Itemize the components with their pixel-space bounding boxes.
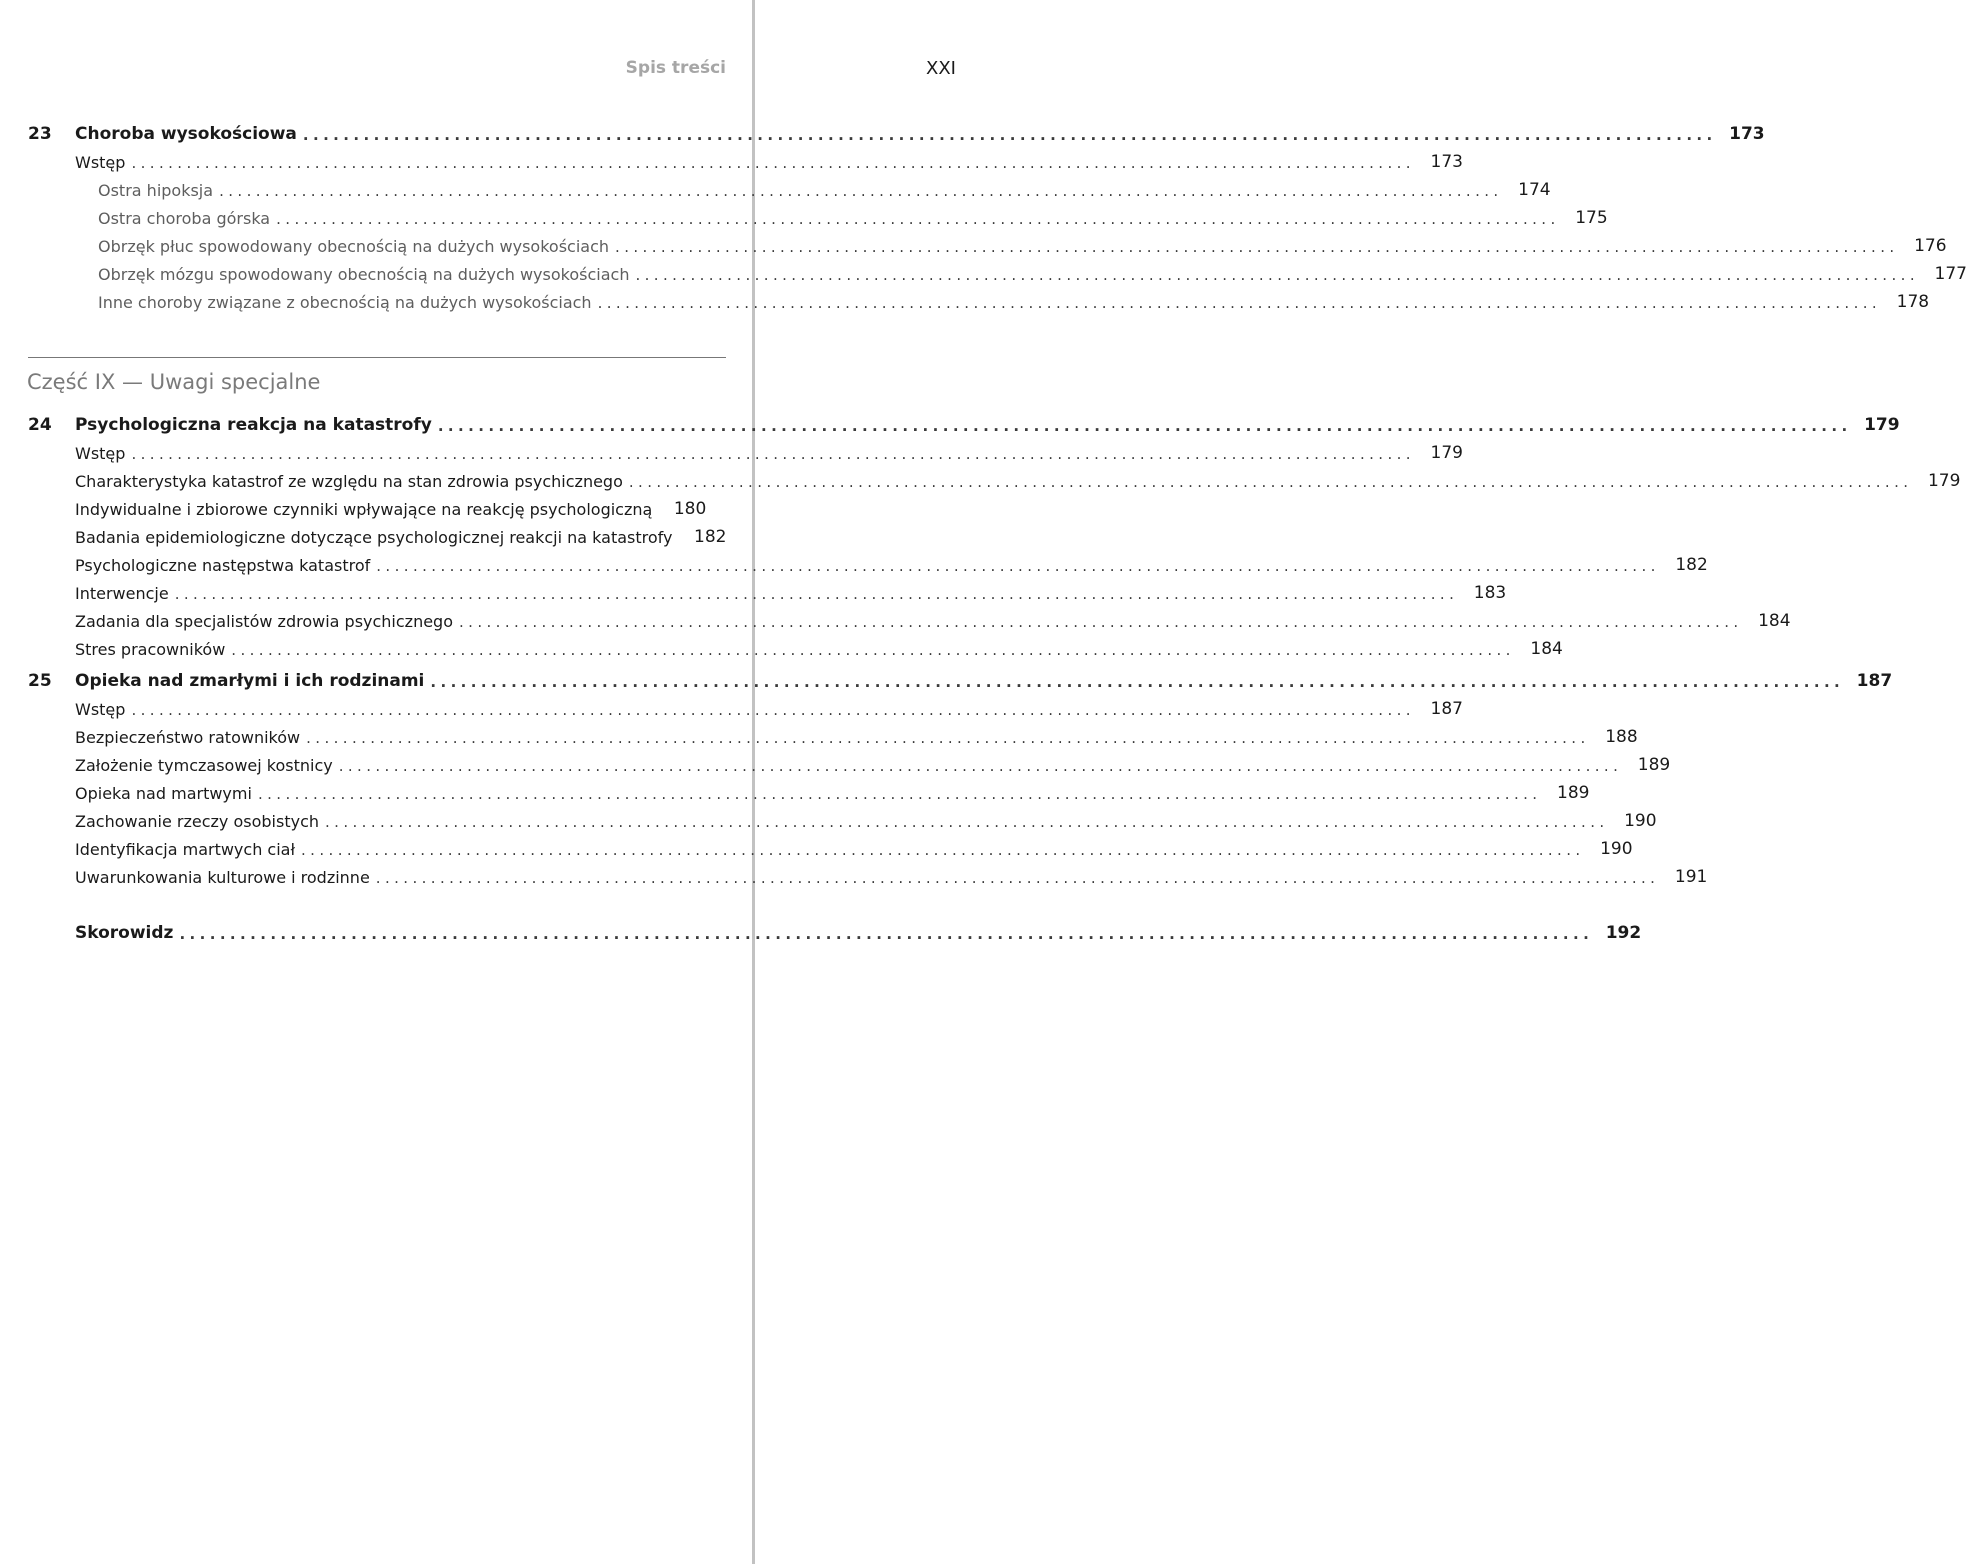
toc-leader-dots: ............................................................................................................................................ <box>430 673 1845 691</box>
toc-leader-dots: ............................................................................................................................................ <box>635 266 1919 284</box>
toc-subentry[interactable] <box>98 260 1967 284</box>
toc-leader-dots: ............................................................................................................................................ <box>131 701 1415 719</box>
toc-entry[interactable] <box>75 779 1590 803</box>
toc-entry-page: 187 <box>1430 699 1463 719</box>
toc-entry[interactable] <box>75 835 1633 859</box>
toc-entry[interactable] <box>75 551 1708 575</box>
toc-entry-title: Ostra choroba górska <box>98 209 271 228</box>
toc-leader-dots: ............................................................................................................................................ <box>628 473 1913 491</box>
toc-subentry[interactable] <box>98 204 1608 228</box>
chapter-number: 25 <box>28 671 52 691</box>
toc-entry-title: Wstęp <box>75 700 126 719</box>
toc-entry-title: Skorowidz <box>75 923 174 943</box>
toc-subentry[interactable] <box>98 232 1947 256</box>
toc-entry-page: 173 <box>1430 152 1463 172</box>
toc-entry-page: 176 <box>1914 236 1947 256</box>
toc-entry-page: 173 <box>1729 124 1765 144</box>
toc-entry-title: Uwarunkowania kulturowe i rodzinne <box>75 868 370 887</box>
toc-entry-title: Identyfikacja martwych ciał <box>75 840 296 859</box>
toc-entry[interactable] <box>75 467 1961 491</box>
toc-entry-page: 187 <box>1856 671 1893 691</box>
toc-entry-page: 177 <box>1934 264 1967 284</box>
toc-entry-title: Charakterystyka katastrof ze względu na stan zdrowia psychicznego <box>75 472 623 491</box>
toc-subentry[interactable] <box>98 176 1551 200</box>
toc-entry-page: 188 <box>1605 727 1638 747</box>
toc-entry-title: Inne choroby związane z obecnością na dużych wysokościach <box>98 293 592 312</box>
toc-entry-page: 175 <box>1575 208 1608 228</box>
toc-entry-page: 190 <box>1600 839 1633 859</box>
toc-entry-title: Interwencje <box>75 584 169 603</box>
toc-entry-title: Obrzęk mózgu spowodowany obecnością na dużych wysokościach <box>98 265 630 284</box>
toc-entry-title: Obrzęk płuc spowodowany obecnością na dużych wysokościach <box>98 237 610 256</box>
toc-entry-title: Psychologiczne następstwa katastrof <box>75 556 371 575</box>
page-number: XXI <box>926 58 956 79</box>
toc-leader-dots: ............................................................................................................................................ <box>437 417 1852 435</box>
toc-entry-page: 184 <box>1530 639 1563 659</box>
toc-entry[interactable] <box>75 523 727 547</box>
toc-entry-title: Opieka nad martwymi <box>75 784 252 803</box>
toc-entry-title: Badania epidemiologiczne dotyczące psychologicznej reakcji na katastrofy <box>75 528 673 547</box>
toc-leader-dots: ............................................................................................................................................ <box>325 813 1609 831</box>
toc-leader-dots: ............................................................................................................................................ <box>375 869 1660 887</box>
toc-entry-title: Zachowanie rzeczy osobistych <box>75 812 319 831</box>
toc-entry-title: Ostra hipoksja <box>98 181 214 200</box>
toc-entry-page: 179 <box>1927 471 1961 491</box>
toc-leader-dots: ............................................................................................................................................ <box>131 154 1415 172</box>
toc-entry-page: 189 <box>1637 755 1671 775</box>
toc-leader-dots: ............................................................................................................................................ <box>597 294 1882 312</box>
toc-leader-dots: ............................................................................................................................................ <box>301 841 1585 859</box>
toc-entry[interactable] <box>75 579 1507 603</box>
toc-entry-title: Zadania dla specjalistów zdrowia psychicznego <box>75 612 453 631</box>
toc-entry-page: 174 <box>1518 180 1551 200</box>
toc-leader-dots: ............................................................................................................................................ <box>257 785 1542 803</box>
toc-index-entry[interactable] <box>75 919 1642 943</box>
toc-entry[interactable] <box>75 635 1563 659</box>
toc-leader-dots: ............................................................................................................................................ <box>459 613 1743 631</box>
toc-entry-page: 179 <box>1430 443 1463 463</box>
toc-entry-page: 182 <box>694 527 727 547</box>
toc-entry[interactable] <box>75 723 1638 747</box>
toc-entry-page: 192 <box>1605 923 1642 943</box>
chapter-number: 23 <box>28 124 52 144</box>
toc-entry-title: Założenie tymczasowej kostnicy <box>75 756 333 775</box>
toc-leader-dots: ............................................................................................................................................ <box>231 641 1515 659</box>
toc-leader-dots: ............................................................................................................................................ <box>338 757 1623 775</box>
toc-leader-dots: ............................................................................................................................................ <box>276 210 1560 228</box>
toc-leader-dots: ............................................................................................................................................ <box>131 445 1415 463</box>
toc-leader-dots: ............................................................................................................................................ <box>219 182 1503 200</box>
toc-entry-title: Wstęp <box>75 444 126 463</box>
toc-entry-title: Stres pracowników <box>75 640 226 659</box>
toc-chapter-entry[interactable] <box>75 120 1765 144</box>
toc-entry-page: 184 <box>1758 611 1791 631</box>
toc-chapter-entry[interactable] <box>75 667 1893 691</box>
toc-entry-page: 183 <box>1473 583 1507 603</box>
toc-entry[interactable] <box>75 148 1463 172</box>
toc-entry[interactable] <box>75 695 1463 719</box>
toc-leader-dots: ............................................................................................................................................ <box>302 126 1717 144</box>
toc-chapter-entry[interactable] <box>75 411 1900 435</box>
toc-entry-page: 178 <box>1896 292 1930 312</box>
toc-entry[interactable] <box>75 863 1708 887</box>
toc-entry-title: Opieka nad zmarłymi i ich rodzinami <box>75 671 425 691</box>
toc-leader-dots: ............................................................................................................................................ <box>179 925 1594 943</box>
toc-entry[interactable] <box>75 751 1671 775</box>
toc-entry[interactable] <box>75 439 1463 463</box>
toc-entry-title: Choroba wysokościowa <box>75 124 297 144</box>
toc-entry-title: Psychologiczna reakcja na katastrofy <box>75 415 432 435</box>
part-divider <box>28 357 726 358</box>
toc-leader-dots: ............................................................................................................................................ <box>174 585 1459 603</box>
toc-leader-dots: ............................................................................................................................................ <box>615 238 1899 256</box>
toc-entry-title: Bezpieczeństwo ratowników <box>75 728 301 747</box>
toc-entry-title: Wstęp <box>75 153 126 172</box>
toc-leader-dots: ............................................................................................................................................ <box>376 557 1660 575</box>
toc-entry-page: 180 <box>673 499 707 519</box>
page-spine-line <box>752 0 755 1564</box>
toc-entry[interactable] <box>75 607 1791 631</box>
toc-entry-page: 179 <box>1864 415 1900 435</box>
toc-entry-page: 182 <box>1675 555 1708 575</box>
toc-leader-dots: ............................................................................................................................................ <box>306 729 1590 747</box>
toc-entry-title: Indywidualne i zbiorowe czynniki wpływające na reakcję psychologiczną <box>75 500 653 519</box>
part-title: Część IX — Uwagi specjalne <box>27 370 321 394</box>
toc-entry-page: 189 <box>1557 783 1590 803</box>
toc-entry[interactable] <box>75 495 707 519</box>
toc-subentry[interactable] <box>98 288 1930 312</box>
chapter-number: 24 <box>28 415 52 435</box>
toc-entry-page: 190 <box>1624 811 1657 831</box>
toc-entry[interactable] <box>75 807 1657 831</box>
running-header: Spis treści <box>625 58 726 78</box>
toc-entry-page: 191 <box>1674 867 1708 887</box>
